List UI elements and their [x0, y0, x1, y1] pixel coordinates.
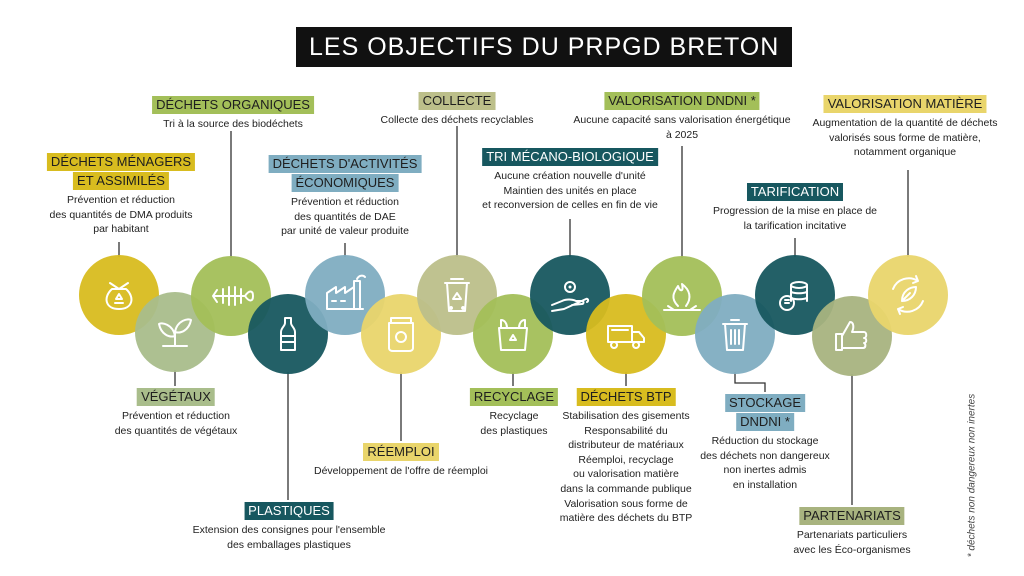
- desc-line: Stabilisation des gisements: [562, 410, 690, 422]
- desc-line: des emballages plastiques: [227, 538, 351, 551]
- desc-valo_matiere: [812, 116, 997, 160]
- tag-dae: ÉCONOMIQUES: [292, 174, 399, 192]
- desc-plastiques: [193, 523, 386, 552]
- desc-line: dans la commande publique: [560, 482, 692, 495]
- desc-btp: [560, 409, 693, 526]
- label-valo_dndni: [573, 92, 790, 142]
- desc-line: Prévention et réduction: [122, 410, 230, 422]
- desc-line: à 2025: [665, 128, 699, 141]
- desc-line: Réduction du stockage: [711, 435, 819, 447]
- desc-line: matière des déchets du BTP: [559, 512, 693, 525]
- desc-collecte: [381, 113, 534, 128]
- desc-line: Tri à la source des biodéchets: [163, 118, 303, 130]
- tag-tarification: TARIFICATION: [747, 183, 843, 201]
- tag-organiques: DÉCHETS ORGANIQUES: [152, 96, 314, 114]
- desc-dma: [49, 193, 192, 237]
- desc-tarification: [713, 204, 877, 233]
- tag-stockage: STOCKAGE: [725, 394, 805, 412]
- tag-stockage: DNDNI *: [736, 413, 794, 431]
- desc-line: des déchets non dangereux: [700, 449, 830, 462]
- tag-plastiques: PLASTIQUES: [244, 502, 334, 520]
- desc-line: des quantités de DMA produits: [49, 208, 193, 221]
- desc-recyclage: [480, 409, 547, 438]
- tag-tmb: TRI MÉCANO-BIOLOGIQUE: [482, 148, 658, 166]
- desc-line: Prévention et réduction: [67, 194, 175, 206]
- desc-line: Réemploi, recyclage: [578, 453, 674, 466]
- tag-reemploi: RÉEMPLOI: [363, 443, 438, 461]
- desc-line: Progression de la mise en place de: [712, 205, 878, 217]
- desc-line: Développement de l'offre de réemploi: [314, 465, 488, 477]
- label-valo_matiere: [812, 95, 997, 160]
- desc-vegetaux: [115, 409, 238, 438]
- label-reemploi: [314, 443, 488, 479]
- objective-circles: [79, 255, 948, 376]
- desc-line: Extension des consignes pour l'ensemble: [192, 524, 386, 536]
- page-title: LES OBJECTIFS DU PRPGD BRETON: [296, 27, 792, 67]
- label-partenariats: [793, 507, 910, 557]
- desc-line: non inertes admis: [723, 464, 807, 477]
- desc-line: par unité de valeur produite: [281, 225, 409, 238]
- desc-line: Maintien des unités en place: [503, 184, 637, 197]
- desc-organiques: [163, 117, 303, 132]
- desc-line: la tarification incitative: [743, 219, 847, 232]
- tag-btp: DÉCHETS BTP: [576, 388, 675, 406]
- desc-line: avec les Éco-organismes: [793, 543, 911, 556]
- desc-line: en installation: [732, 478, 798, 491]
- desc-line: des quantités de végétaux: [114, 424, 238, 437]
- desc-line: Augmentation de la quantité de déchets: [812, 117, 998, 129]
- desc-line: Prévention et réduction: [291, 196, 399, 208]
- desc-partenariats: [793, 528, 910, 557]
- circle-valo_matiere: [868, 255, 948, 335]
- desc-line: Valorisation sous forme de: [564, 497, 688, 510]
- label-dma: [47, 153, 195, 237]
- label-tarification: [713, 183, 877, 233]
- tag-vegetaux: VÉGÉTAUX: [137, 388, 215, 406]
- tag-dma: DÉCHETS MÉNAGERS: [47, 153, 195, 171]
- desc-line: Aucune capacité sans valorisation énergétique: [573, 114, 791, 126]
- tag-valo_dndni: VALORISATION DNDNI *: [604, 92, 760, 110]
- footnote: * déchets non dangereux non inertes: [966, 393, 978, 558]
- tag-dma: ET ASSIMILÉS: [73, 172, 169, 190]
- label-recyclage: [470, 388, 558, 438]
- label-tmb: [482, 148, 658, 213]
- desc-line: Partenariats particuliers: [796, 529, 908, 541]
- desc-line: distributeur de matériaux: [568, 439, 684, 452]
- label-plastiques: [193, 502, 386, 552]
- label-stockage: [700, 394, 830, 492]
- desc-line: ou valorisation matière: [573, 468, 679, 481]
- tag-valo_matiere: VALORISATION MATIÈRE: [824, 95, 987, 113]
- desc-line: Collecte des déchets recyclables: [380, 114, 534, 126]
- desc-line: Aucune création nouvelle d'unité: [494, 170, 646, 182]
- desc-line: Recyclage: [489, 410, 539, 422]
- tag-partenariats: PARTENARIATS: [799, 507, 905, 525]
- desc-tmb: [482, 169, 658, 213]
- tag-dae: DÉCHETS D'ACTIVITÉS: [269, 155, 422, 173]
- label-btp: [560, 388, 693, 526]
- desc-line: notamment organique: [853, 146, 957, 159]
- tag-recyclage: RECYCLAGE: [470, 388, 558, 406]
- desc-reemploi: [314, 464, 488, 479]
- desc-line: valorisés sous forme de matière,: [829, 131, 981, 144]
- connector-stockage: [735, 372, 765, 392]
- label-collecte: [381, 92, 534, 128]
- desc-line: des plastiques: [480, 424, 548, 437]
- label-organiques: [152, 96, 314, 132]
- desc-dae: [281, 195, 409, 239]
- label-vegetaux: [115, 388, 238, 438]
- desc-line: et reconversion de celles en fin de vie: [482, 199, 658, 212]
- tag-collecte: COLLECTE: [419, 92, 496, 110]
- label-dae: [269, 155, 422, 239]
- desc-line: Responsabilité du: [584, 424, 668, 437]
- desc-stockage: [700, 434, 830, 492]
- desc-valo_dndni: [573, 113, 790, 142]
- desc-line: par habitant: [93, 223, 149, 236]
- desc-line: des quantités de DAE: [294, 210, 396, 223]
